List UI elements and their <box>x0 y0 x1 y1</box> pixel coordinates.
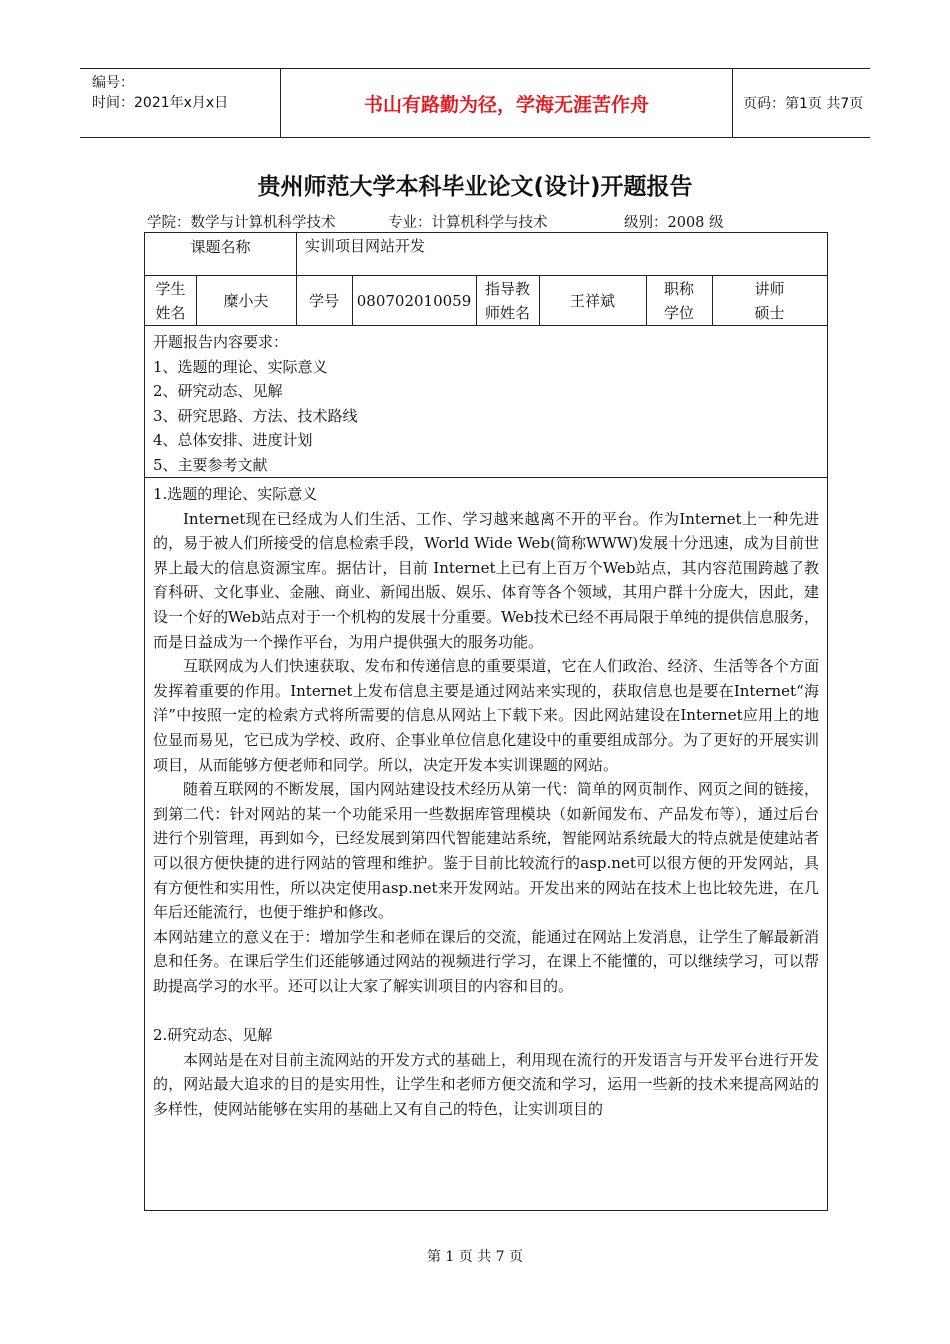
page-code: 页码：第1页 共7页 <box>743 96 864 112</box>
requirement-item: 1、选题的理论、实际意义 <box>153 357 328 376</box>
requirement-item: 4、总体安排、进度计划 <box>153 431 313 450</box>
requirements-heading: 开题报告内容要求： <box>153 333 289 351</box>
paragraph: 本网站是在对目前主流网站的开发方式的基础上，利用现在流行的开发语言与开发平台进行开发的，网站最大追求的目的是实用性，让学生和老师方便交流和学习，运用一些新的技术来提高网站的多样性，使网站能够在实用的基础上又有自己的特色，让实训项目的 <box>153 1050 819 1118</box>
paragraph: 本网站建立的意义在于：增加学生和老师在课后的交流，能通过在网站上发消息，让学生了解最新消息和任务。在课后学生们还能够通过网站的视频进行学习，在课上不能懂的，可以继续学习，可以帮助提高学习的水平。还可以让大家了解实训项目的内容和目的。 <box>153 927 819 995</box>
student-info-row <box>145 276 827 326</box>
section-heading: 1.选题的理论、实际意义 <box>153 485 318 503</box>
student-name-label: 学生姓名 <box>155 279 186 322</box>
blank-line <box>153 998 819 1023</box>
number-label: 编号： <box>92 75 134 91</box>
document-title: 贵州师范大学本科毕业论文(设计)开题报告 <box>257 174 693 200</box>
header-left-cell <box>80 69 280 137</box>
divider <box>296 233 297 275</box>
title-degree-label: 职称学位 <box>664 279 695 322</box>
student-id-value: 080702010059 <box>356 291 472 310</box>
section-heading: 2.研究动态、见解 <box>153 1026 273 1045</box>
topic-row <box>145 233 827 276</box>
paragraph: Internet现在已经成为人们生活、工作、学习越来越离不开的平台。作为Internet上一种先进的，易于被人们所接受的信息检索手段，World Wide Web(简称WWW)发展十分迅速，成为目前世界上最大的信息资源宝库。据估计，目前 Internet上已有上百万个Web站点，其内容范围跨越了教育科研、文化事业、金融、商业、新闻出版、娱乐、体育等各个领域，其用户群十分庞大，因此，建设一个好的Web站点对于一个机构的发展十分重要。Web技术已经不再局限于单纯的提供信息服务，而是日益成为一个操作平台，为用户提供强大的服务功能。 <box>153 509 819 651</box>
body-section <box>145 478 827 1210</box>
header-band <box>80 68 870 138</box>
grade-label: 级别：2008 级 <box>624 215 724 231</box>
title-degree-value: 讲师硕士 <box>754 279 785 322</box>
topic-label: 课题名称 <box>190 238 251 256</box>
topic-value: 实训项目网站开发 <box>305 237 426 255</box>
requirements-row <box>145 326 827 478</box>
paragraph: 随着互联网的不断发展，国内网站建设技术经历从第一代：简单的网页制作、网页之间的链接，到第二代：针对网站的某一个功能采用一些数据库管理模块（如新闻发布、产品发布等），通过后台进行个别管理，再到如今，已经发展到第四代智能建站系统，智能网站系统最大的特点就是使建站者可以很方便快捷的进行网站的管理和维护。鉴于目前比较流行的asp.net可以很方便的开发网站，具有方便性和实用性，所以决定使用asp.net来开发网站。开发出来的网站在技术上也比较先进，在几年后还能流行，也便于维护和修改。 <box>153 780 819 922</box>
proposal-table <box>144 232 828 1211</box>
major-label: 专业：计算机科学与技术 <box>388 215 548 231</box>
college-label: 学院：数学与计算机科学技术 <box>147 215 336 231</box>
advisor-label: 指导教师姓名 <box>484 279 530 322</box>
page-footer: 第 1 页 共 7 页 <box>426 1249 524 1265</box>
student-name-value: 糜小夫 <box>223 291 269 310</box>
motto: 书山有路勤为径，学海无涯苦作舟 <box>280 69 733 137</box>
requirement-item: 3、研究思路、方法、技术路线 <box>153 406 358 425</box>
time-label: 时间：2021年x月x日 <box>92 95 229 111</box>
student-id-label: 学号 <box>308 291 339 310</box>
requirement-item: 5、主要参考文献 <box>153 455 268 474</box>
paragraph: 互联网成为人们快速获取、发布和传递信息的重要渠道，它在人们政治、经济、生活等各个方面发挥着重要的作用。Internet上发布信息主要是通过网站来实现的，获取信息也是要在Internet“海洋”中按照一定的检索方式将所需要的信息从网站上下载下来。因此网站建设在Internet应用上的地位显而易见，它已成为学校、政府、企事业单位信息化建设中的重要组成部分。为了更好的开展实训项目，从而能够方便老师和同学。所以，决定开发本实训课题的网站。 <box>153 657 819 774</box>
advisor-value: 王祥斌 <box>569 291 615 310</box>
requirement-item: 2、研究动态、见解 <box>153 382 283 401</box>
